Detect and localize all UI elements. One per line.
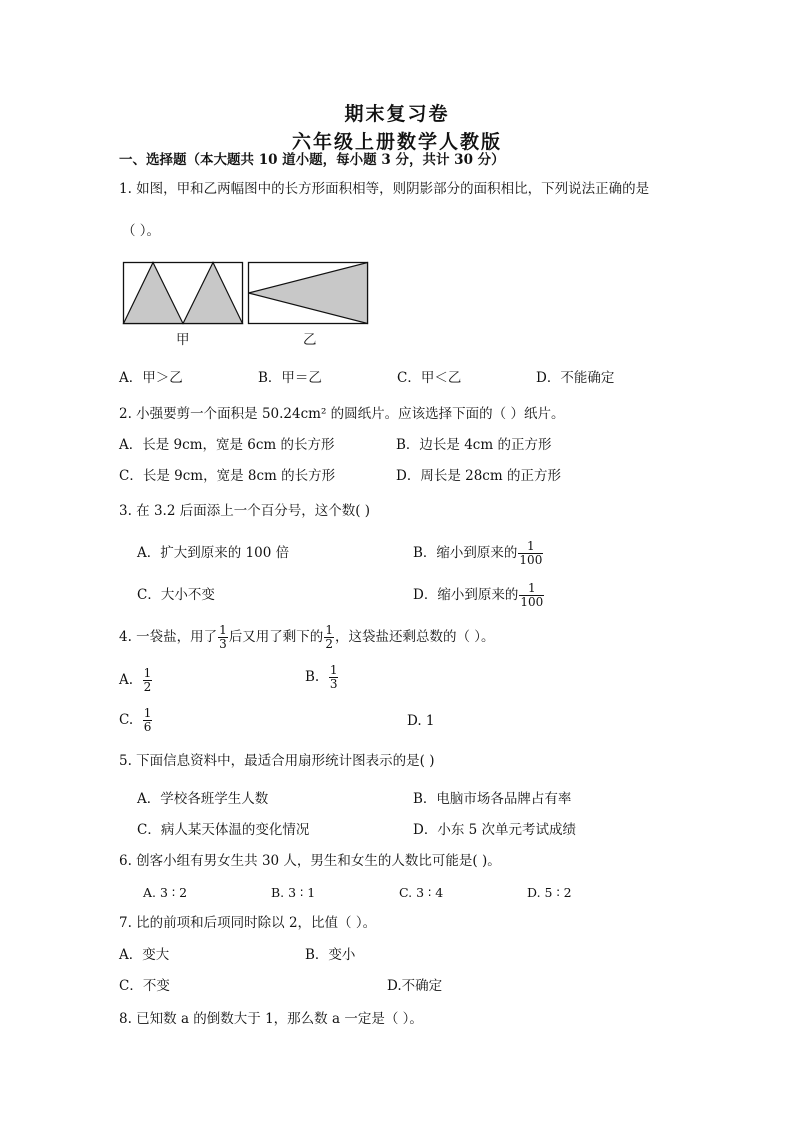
- fraction-one-third: $\frac{1}{3}$: [219, 623, 227, 651]
- q3-option-b: B．缩小到原来的 $\frac{1}{100}$: [413, 539, 543, 567]
- q2-option-a: A．长是 9cm，宽是 6cm 的长方形: [119, 437, 335, 453]
- question-1-figure: [121, 260, 371, 326]
- figure-label-b: 乙: [303, 332, 317, 348]
- q2-option-b: B．边长是 4cm 的正方形: [396, 437, 552, 453]
- fraction: $\frac{1}{100}$: [520, 581, 544, 609]
- q3-option-d: D．缩小到原来的 $\frac{1}{100}$: [413, 581, 544, 609]
- q4-option-d: D. 1: [407, 713, 435, 729]
- q7-option-a: A．变大: [119, 947, 170, 963]
- question-2-text: 2. 小强要剪一个面积是 50.24cm² 的圆纸片。应该选择下面的（ ）纸片。: [119, 406, 565, 422]
- q5-option-d: D．小东 5 次单元考试成绩: [413, 822, 576, 838]
- q7-option-c: C．不变: [119, 978, 170, 994]
- q6-option-b: B. 3 ∶ 1: [271, 885, 316, 900]
- q6-option-d: D. 5 ∶ 2: [527, 885, 572, 900]
- fraction: $\frac{1}{6}$: [143, 706, 152, 734]
- q2-option-d: D．周长是 28cm 的正方形: [396, 468, 561, 484]
- q5-option-a: A．学校各班学生人数: [137, 791, 269, 807]
- q2-option-c: C．长是 9cm，宽是 8cm 的长方形: [119, 468, 336, 484]
- q6-option-a: A. 3 ∶ 2: [143, 885, 188, 900]
- q4-option-b: B. $\frac{1}{3}$: [305, 663, 338, 691]
- question-3-text: 3. 在 3.2 后面添上一个百分号，这个数( ): [119, 503, 371, 519]
- q4-option-c: C. $\frac{1}{6}$: [119, 706, 152, 734]
- q4-option-a: A. $\frac{1}{2}$: [119, 666, 152, 694]
- fraction: $\frac{1}{3}$: [329, 663, 338, 691]
- q6-option-c: C. 3 ∶ 4: [399, 885, 444, 900]
- question-4-text: 4. 一袋盐，用了 $\frac{1}{3}$ 后又用了剩下的 $\frac{1}{2}$ ，这袋盐还剩总数的（ ）。: [119, 623, 495, 651]
- question-1-answer-paren: （ ）。: [122, 223, 161, 239]
- question-7-text: 7. 比的前项和后项同时除以 2，比值（ ）。: [119, 915, 377, 931]
- section-heading: 一、选择题（本大题共 10 道小题，每小题 3 分，共计 30 分）: [119, 152, 505, 168]
- q3-option-a: A．扩大到原来的 100 倍: [137, 545, 290, 561]
- figure-label-a: 甲: [176, 332, 190, 348]
- question-5-text: 5. 下面信息资料中，最适合用扇形统计图表示的是( ): [119, 753, 435, 769]
- fraction: $\frac{1}{100}$: [519, 539, 543, 567]
- fraction-one-half: $\frac{1}{2}$: [325, 623, 333, 651]
- q5-option-c: C．病人某天体温的变化情况: [137, 822, 310, 838]
- paper-title: 期末复习卷: [344, 103, 450, 125]
- q1-option-c: C．甲＜乙: [397, 370, 462, 386]
- q1-option-b: B．甲＝乙: [258, 370, 322, 386]
- question-1-text: 1. 如图，甲和乙两幅图中的长方形面积相等，则阴影部分的面积相比，下列说法正确的是: [119, 181, 650, 197]
- q7-option-b: B．变小: [305, 947, 356, 963]
- q5-option-b: B．电脑市场各品牌占有率: [413, 791, 572, 807]
- q7-option-d: D.不确定: [387, 978, 443, 994]
- q3-option-c: C．大小不变: [137, 587, 215, 603]
- question-8-text: 8. 已知数 a 的倒数大于 1，那么数 a 一定是（ ）。: [119, 1011, 423, 1027]
- question-6-text: 6. 创客小组有男女生共 30 人，男生和女生的人数比可能是( )。: [119, 853, 501, 869]
- paper-subtitle: 六年级上册数学人教版: [291, 131, 502, 153]
- q1-option-a: A．甲＞乙: [119, 370, 183, 386]
- fraction: $\frac{1}{2}$: [143, 666, 152, 694]
- q1-option-d: D．不能确定: [536, 370, 615, 386]
